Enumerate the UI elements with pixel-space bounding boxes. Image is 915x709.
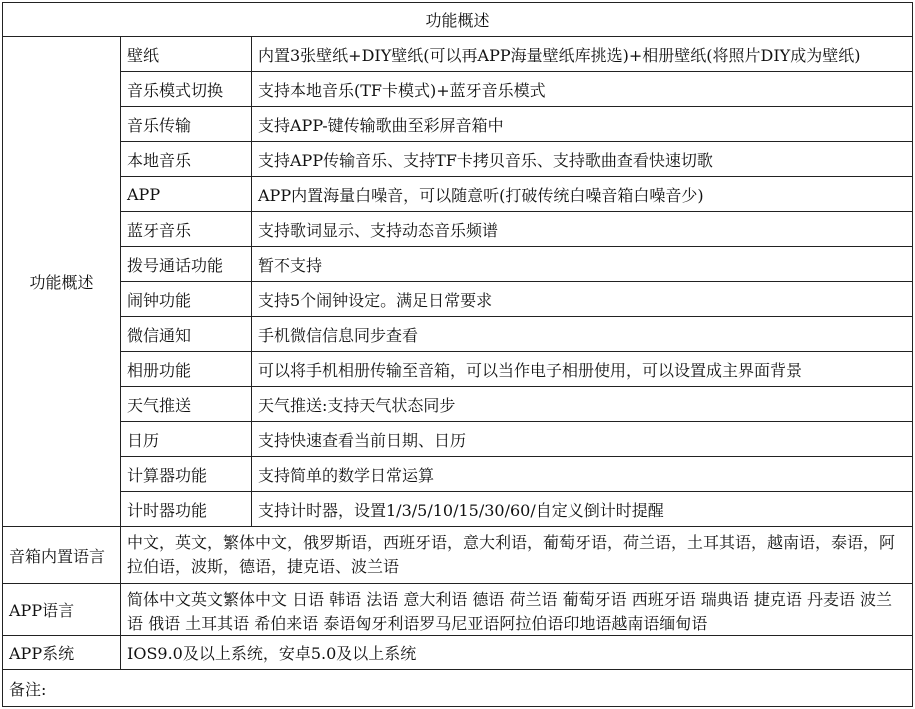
feature-row bbox=[3, 177, 913, 212]
note-row bbox=[3, 670, 913, 707]
feature-row bbox=[3, 212, 913, 247]
app-system-value: IOS9.0及以上系统，安卓5.0及以上系统 bbox=[121, 636, 913, 670]
feature-description: 天气推送:支持天气状态同步 bbox=[252, 387, 913, 422]
feature-row bbox=[3, 37, 913, 72]
feature-row bbox=[3, 422, 913, 457]
feature-description: 暂不支持 bbox=[252, 247, 913, 282]
app-system-label: APP系统 bbox=[3, 636, 121, 670]
feature-row bbox=[3, 457, 913, 492]
spec-table bbox=[2, 2, 913, 707]
feature-description: 支持APP-键传输歌曲至彩屏音箱中 bbox=[252, 107, 913, 142]
feature-row bbox=[3, 72, 913, 107]
app-languages-cell bbox=[121, 584, 913, 636]
title-row bbox=[3, 3, 913, 37]
feature-name: 相册功能 bbox=[121, 352, 252, 387]
speaker-languages-value: 中文，英文，繁体中文，俄罗斯语，西班牙语，意大利语，葡萄牙语，荷兰语，土耳其语，越南语，泰语，阿拉伯语，波斯，德语，捷克语、波兰语 bbox=[121, 527, 913, 584]
feature-description: 支持APP传输音乐、支持TF卡拷贝音乐、支持歌曲查看快速切歌 bbox=[252, 142, 913, 177]
feature-name: 闹钟功能 bbox=[121, 282, 252, 317]
speaker-languages-label: 音箱内置语言 bbox=[3, 527, 121, 584]
table-title: 功能概述 bbox=[3, 3, 913, 37]
feature-description: 支持歌词显示、支持动态音乐频谱 bbox=[252, 212, 913, 247]
feature-row bbox=[3, 492, 913, 527]
feature-row bbox=[3, 352, 913, 387]
feature-name: 壁纸 bbox=[121, 37, 252, 72]
feature-name: 计时器功能 bbox=[121, 492, 252, 527]
feature-row bbox=[3, 317, 913, 352]
feature-row bbox=[3, 107, 913, 142]
feature-description: 支持本地音乐(TF卡模式)+蓝牙音乐模式 bbox=[252, 72, 913, 107]
feature-row bbox=[3, 247, 913, 282]
spec-table-body bbox=[3, 3, 913, 707]
feature-description: 支持快速查看当前日期、日历 bbox=[252, 422, 913, 457]
app-system-row bbox=[3, 636, 913, 670]
feature-name: 日历 bbox=[121, 422, 252, 457]
feature-row bbox=[3, 282, 913, 317]
feature-description: 手机微信信息同步查看 bbox=[252, 317, 913, 352]
feature-name: 微信通知 bbox=[121, 317, 252, 352]
feature-description: 支持简单的数学日常运算 bbox=[252, 457, 913, 492]
feature-description: APP内置海量白噪音，可以随意听(打破传统白噪音箱白噪音少) bbox=[252, 177, 913, 212]
feature-description: 支持计时器，设置1/3/5/10/15/30/60/自定义倒计时提醒 bbox=[252, 492, 913, 527]
note-label: 备注: bbox=[3, 670, 913, 707]
feature-name: 音乐传输 bbox=[121, 107, 252, 142]
feature-description: 支持5个闹钟设定。满足日常要求 bbox=[252, 282, 913, 317]
app-languages-row bbox=[3, 584, 913, 636]
feature-name: 本地音乐 bbox=[121, 142, 252, 177]
section-label: 功能概述 bbox=[3, 37, 121, 527]
app-languages-label: APP语言 bbox=[3, 584, 121, 636]
feature-description: 内置3张壁纸+DIY壁纸(可以再APP海量壁纸库挑选)+相册壁纸(将照片DIY成为壁纸) bbox=[252, 37, 913, 72]
feature-name: 拨号通话功能 bbox=[121, 247, 252, 282]
feature-description: 可以将手机相册传输至音箱，可以当作电子相册使用，可以设置成主界面背景 bbox=[252, 352, 913, 387]
feature-name: 音乐模式切换 bbox=[121, 72, 252, 107]
feature-name: APP bbox=[121, 177, 252, 212]
app-languages-value: 简体中文英文繁体中文 日语 韩语 法语 意大利语 德语 荷兰语 葡萄牙语 西班牙语 瑞典语 捷克语 丹麦语 波兰语 俄语 土耳其语 希伯来语 泰语匈牙利语罗马尼亚语阿拉伯语印地语越南语缅甸语 bbox=[127, 589, 893, 633]
feature-name: 天气推送 bbox=[121, 387, 252, 422]
speaker-languages-row bbox=[3, 527, 913, 584]
feature-row bbox=[3, 142, 913, 177]
feature-name: 计算器功能 bbox=[121, 457, 252, 492]
feature-row bbox=[3, 387, 913, 422]
feature-name: 蓝牙音乐 bbox=[121, 212, 252, 247]
